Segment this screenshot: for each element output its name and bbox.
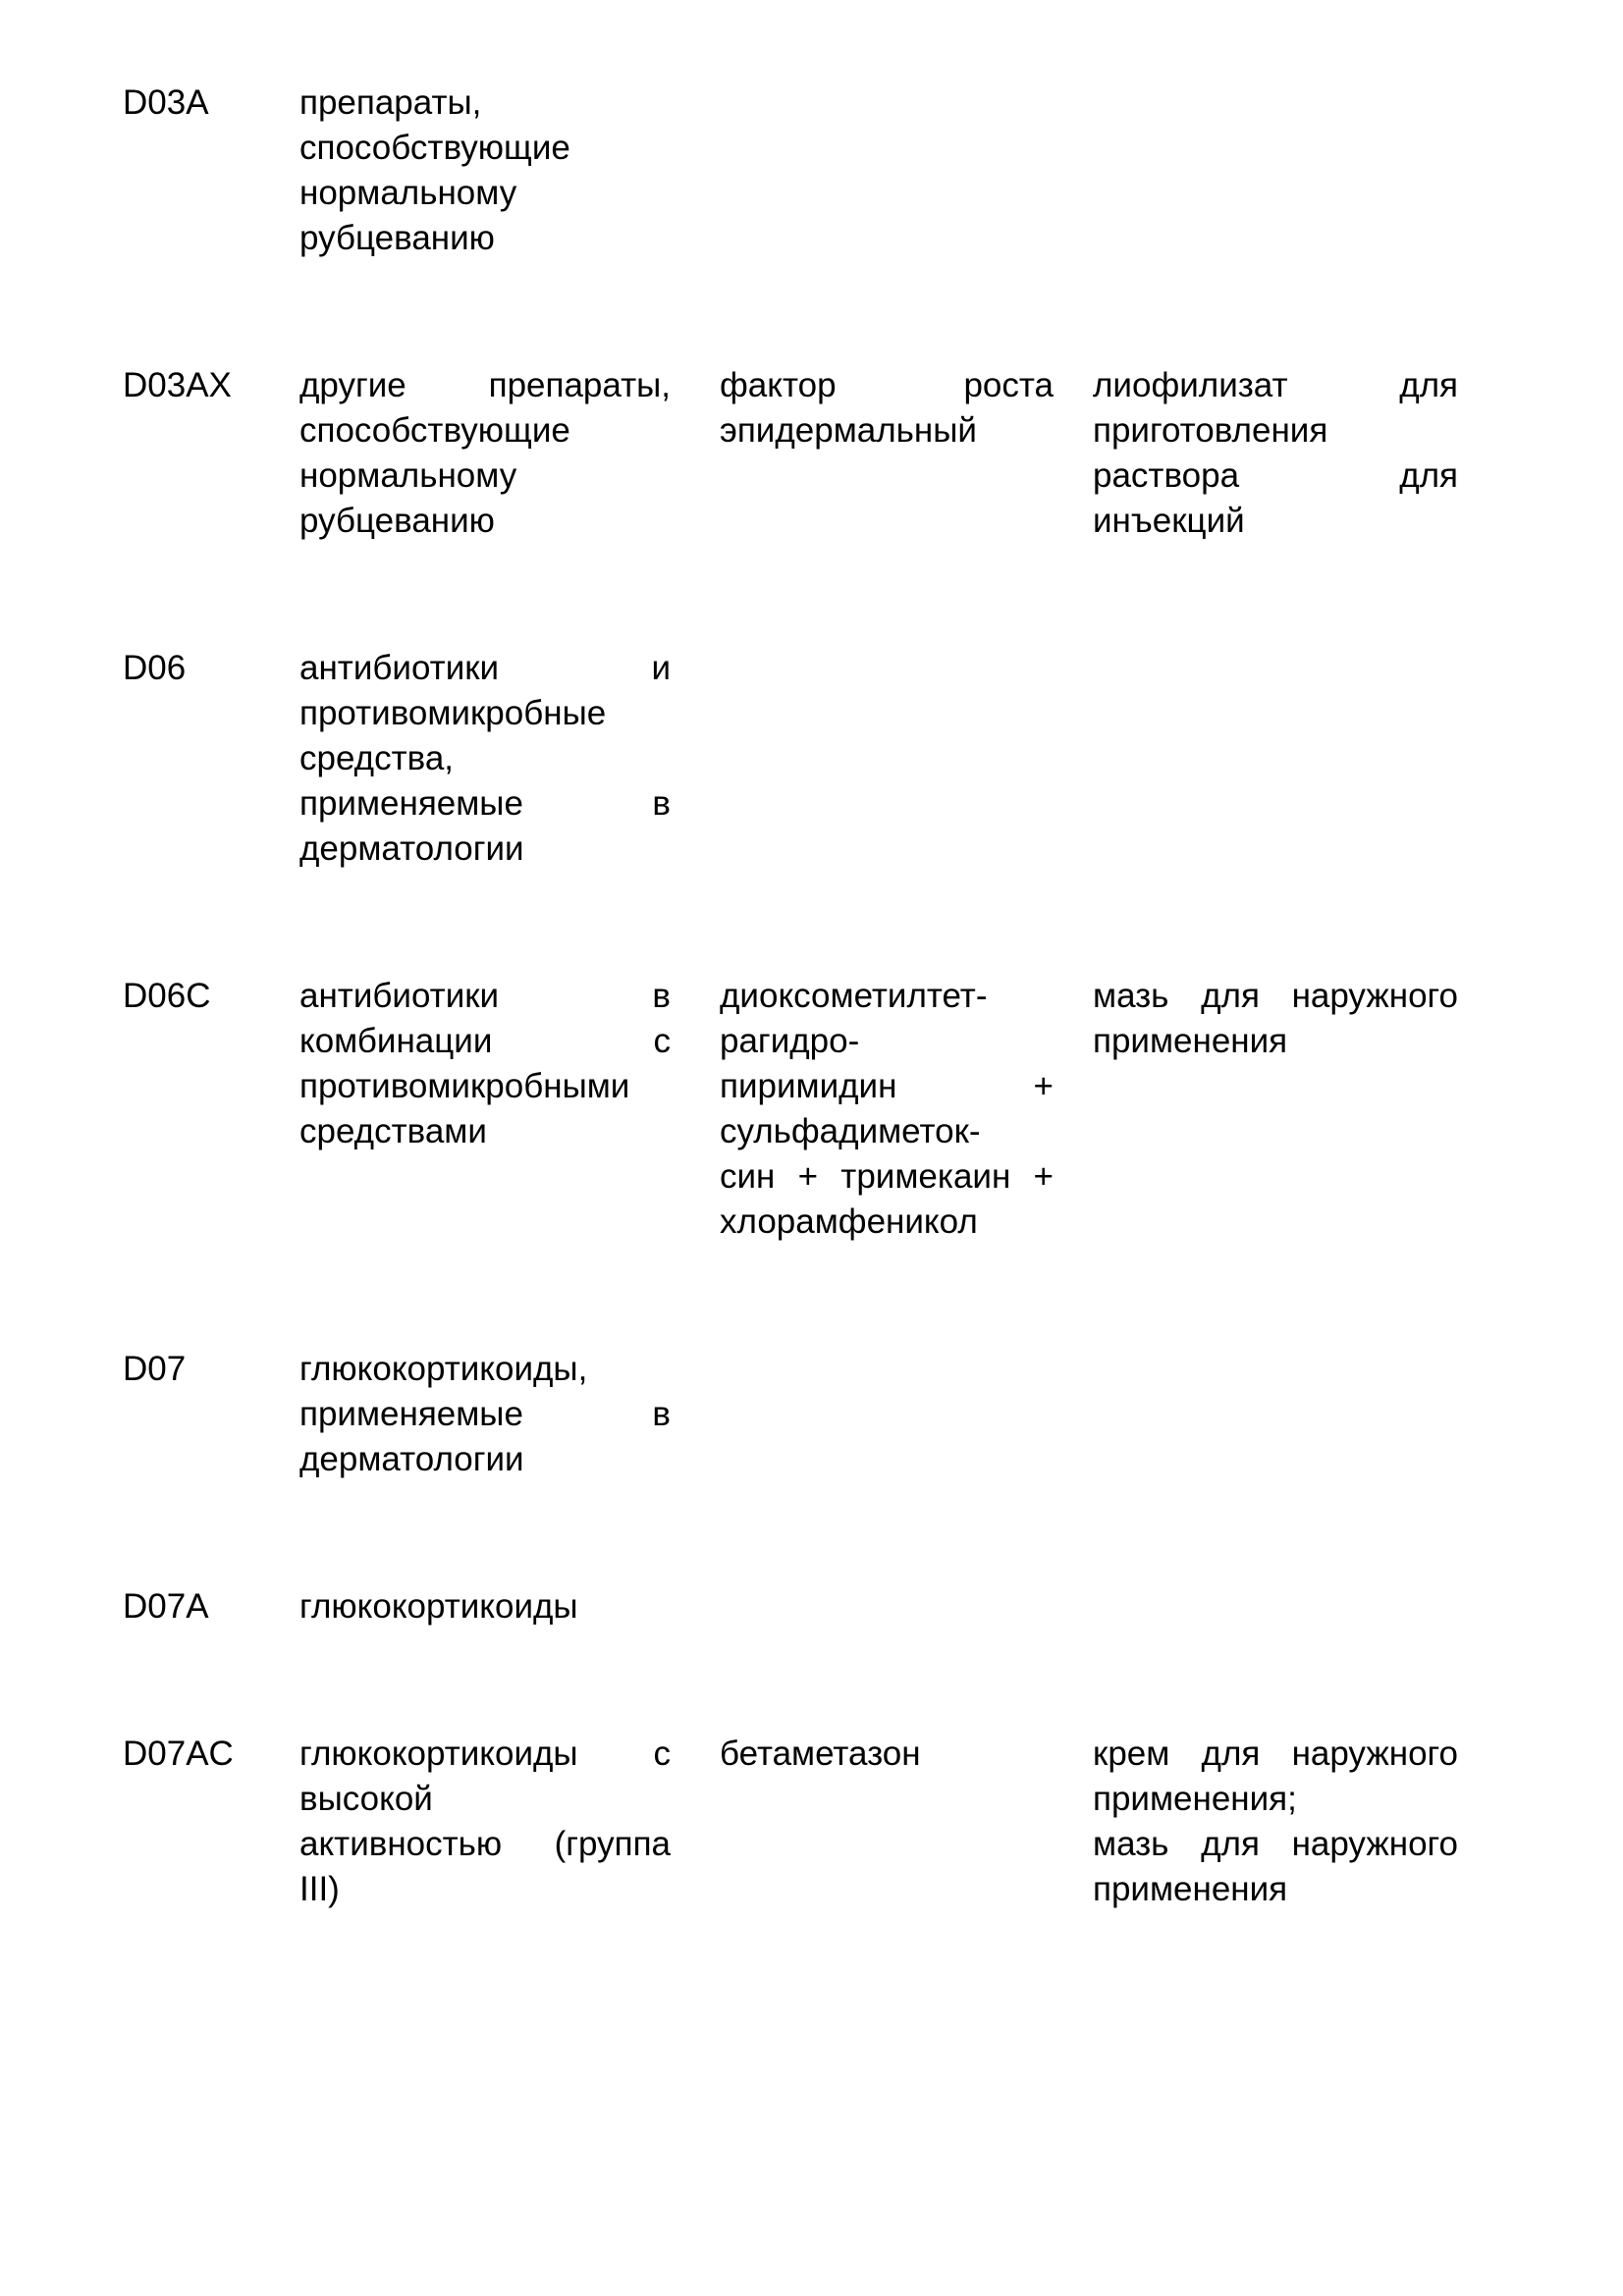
group-name [299, 974, 671, 1154]
text-line: крем для наружного [1093, 1735, 1458, 1773]
text-line: III) [299, 1870, 340, 1908]
text-line: другие препараты, [299, 366, 671, 404]
text-line: лиофилизат для [1093, 366, 1458, 404]
text-line: рубцеванию [299, 219, 495, 257]
text-line: сульфадиметок- [720, 1112, 981, 1150]
atc-code: D03A [123, 83, 209, 122]
text-line: син + тримекаин + [720, 1157, 1054, 1196]
text-line: применения [1093, 1870, 1288, 1908]
table-row [123, 363, 1458, 544]
atc-code: D07A [123, 1587, 209, 1626]
atc-code: D07AC [123, 1735, 234, 1773]
text-line: мазь для наружного [1093, 977, 1458, 1015]
dosage-form [1093, 974, 1458, 1064]
dosage-form [1093, 363, 1458, 544]
text-line: эпидермальный [720, 411, 977, 450]
text-line: антибиотики и [299, 649, 671, 687]
text-line: средствами [299, 1112, 487, 1150]
text-line: глюкокортикоиды [299, 1587, 578, 1626]
group-name [299, 646, 671, 872]
text-line: противомикробные [299, 694, 607, 732]
table-row [123, 80, 1458, 261]
atc-code: D06C [123, 977, 211, 1015]
text-line: средства, [299, 739, 455, 777]
text-line: применяемые в [299, 1395, 671, 1433]
text-line: мазь для наружного [1093, 1825, 1458, 1863]
text-line: противомикробными [299, 1067, 630, 1105]
text-line: применяемые в [299, 784, 671, 823]
text-line: применения; [1093, 1780, 1297, 1818]
drug-name [720, 363, 1054, 454]
text-line: применения [1093, 1022, 1288, 1060]
group-name [299, 1347, 671, 1482]
table-row [123, 1347, 1458, 1482]
text-line: диоксометилтет- [720, 977, 988, 1015]
atc-code: D07 [123, 1350, 187, 1388]
text-line: глюкокортикоиды, [299, 1350, 588, 1388]
text-line: дерматологии [299, 829, 524, 868]
table-row [123, 646, 1458, 872]
group-name [299, 1732, 671, 1912]
text-line: препараты, [299, 83, 482, 122]
text-line: фактор роста [720, 366, 1054, 404]
group-name [299, 80, 671, 261]
text-line: активностью (группа [299, 1825, 671, 1863]
text-line: бетаметазон [720, 1735, 921, 1773]
text-line: антибиотики в [299, 977, 671, 1015]
table-row [123, 974, 1458, 1245]
group-name [299, 363, 671, 544]
text-line: комбинации с [299, 1022, 671, 1060]
text-line: раствора для [1093, 456, 1458, 495]
text-line: пиримидин + [720, 1067, 1054, 1105]
text-line: высокой [299, 1780, 433, 1818]
text-line: хлорамфеникол [720, 1202, 978, 1241]
text-line: способствующие [299, 411, 570, 450]
text-line: дерматологии [299, 1440, 524, 1478]
text-line: нормальному [299, 456, 517, 495]
drug-name [720, 1732, 1054, 1777]
text-line: рагидро- [720, 1022, 860, 1060]
document-table [123, 80, 1458, 1912]
atc-code: D06 [123, 649, 187, 687]
text-line: нормальному [299, 174, 517, 212]
dosage-form [1093, 1732, 1458, 1912]
text-line: глюкокортикоиды с [299, 1735, 671, 1773]
text-line: способствующие [299, 129, 570, 167]
atc-code: D03AX [123, 366, 232, 404]
drug-name [720, 974, 1054, 1245]
text-line: рубцеванию [299, 502, 495, 540]
group-name [299, 1584, 671, 1629]
text-line: приготовления [1093, 411, 1328, 450]
table-row [123, 1732, 1458, 1912]
table-row [123, 1584, 1458, 1629]
text-line: инъекций [1093, 502, 1245, 540]
